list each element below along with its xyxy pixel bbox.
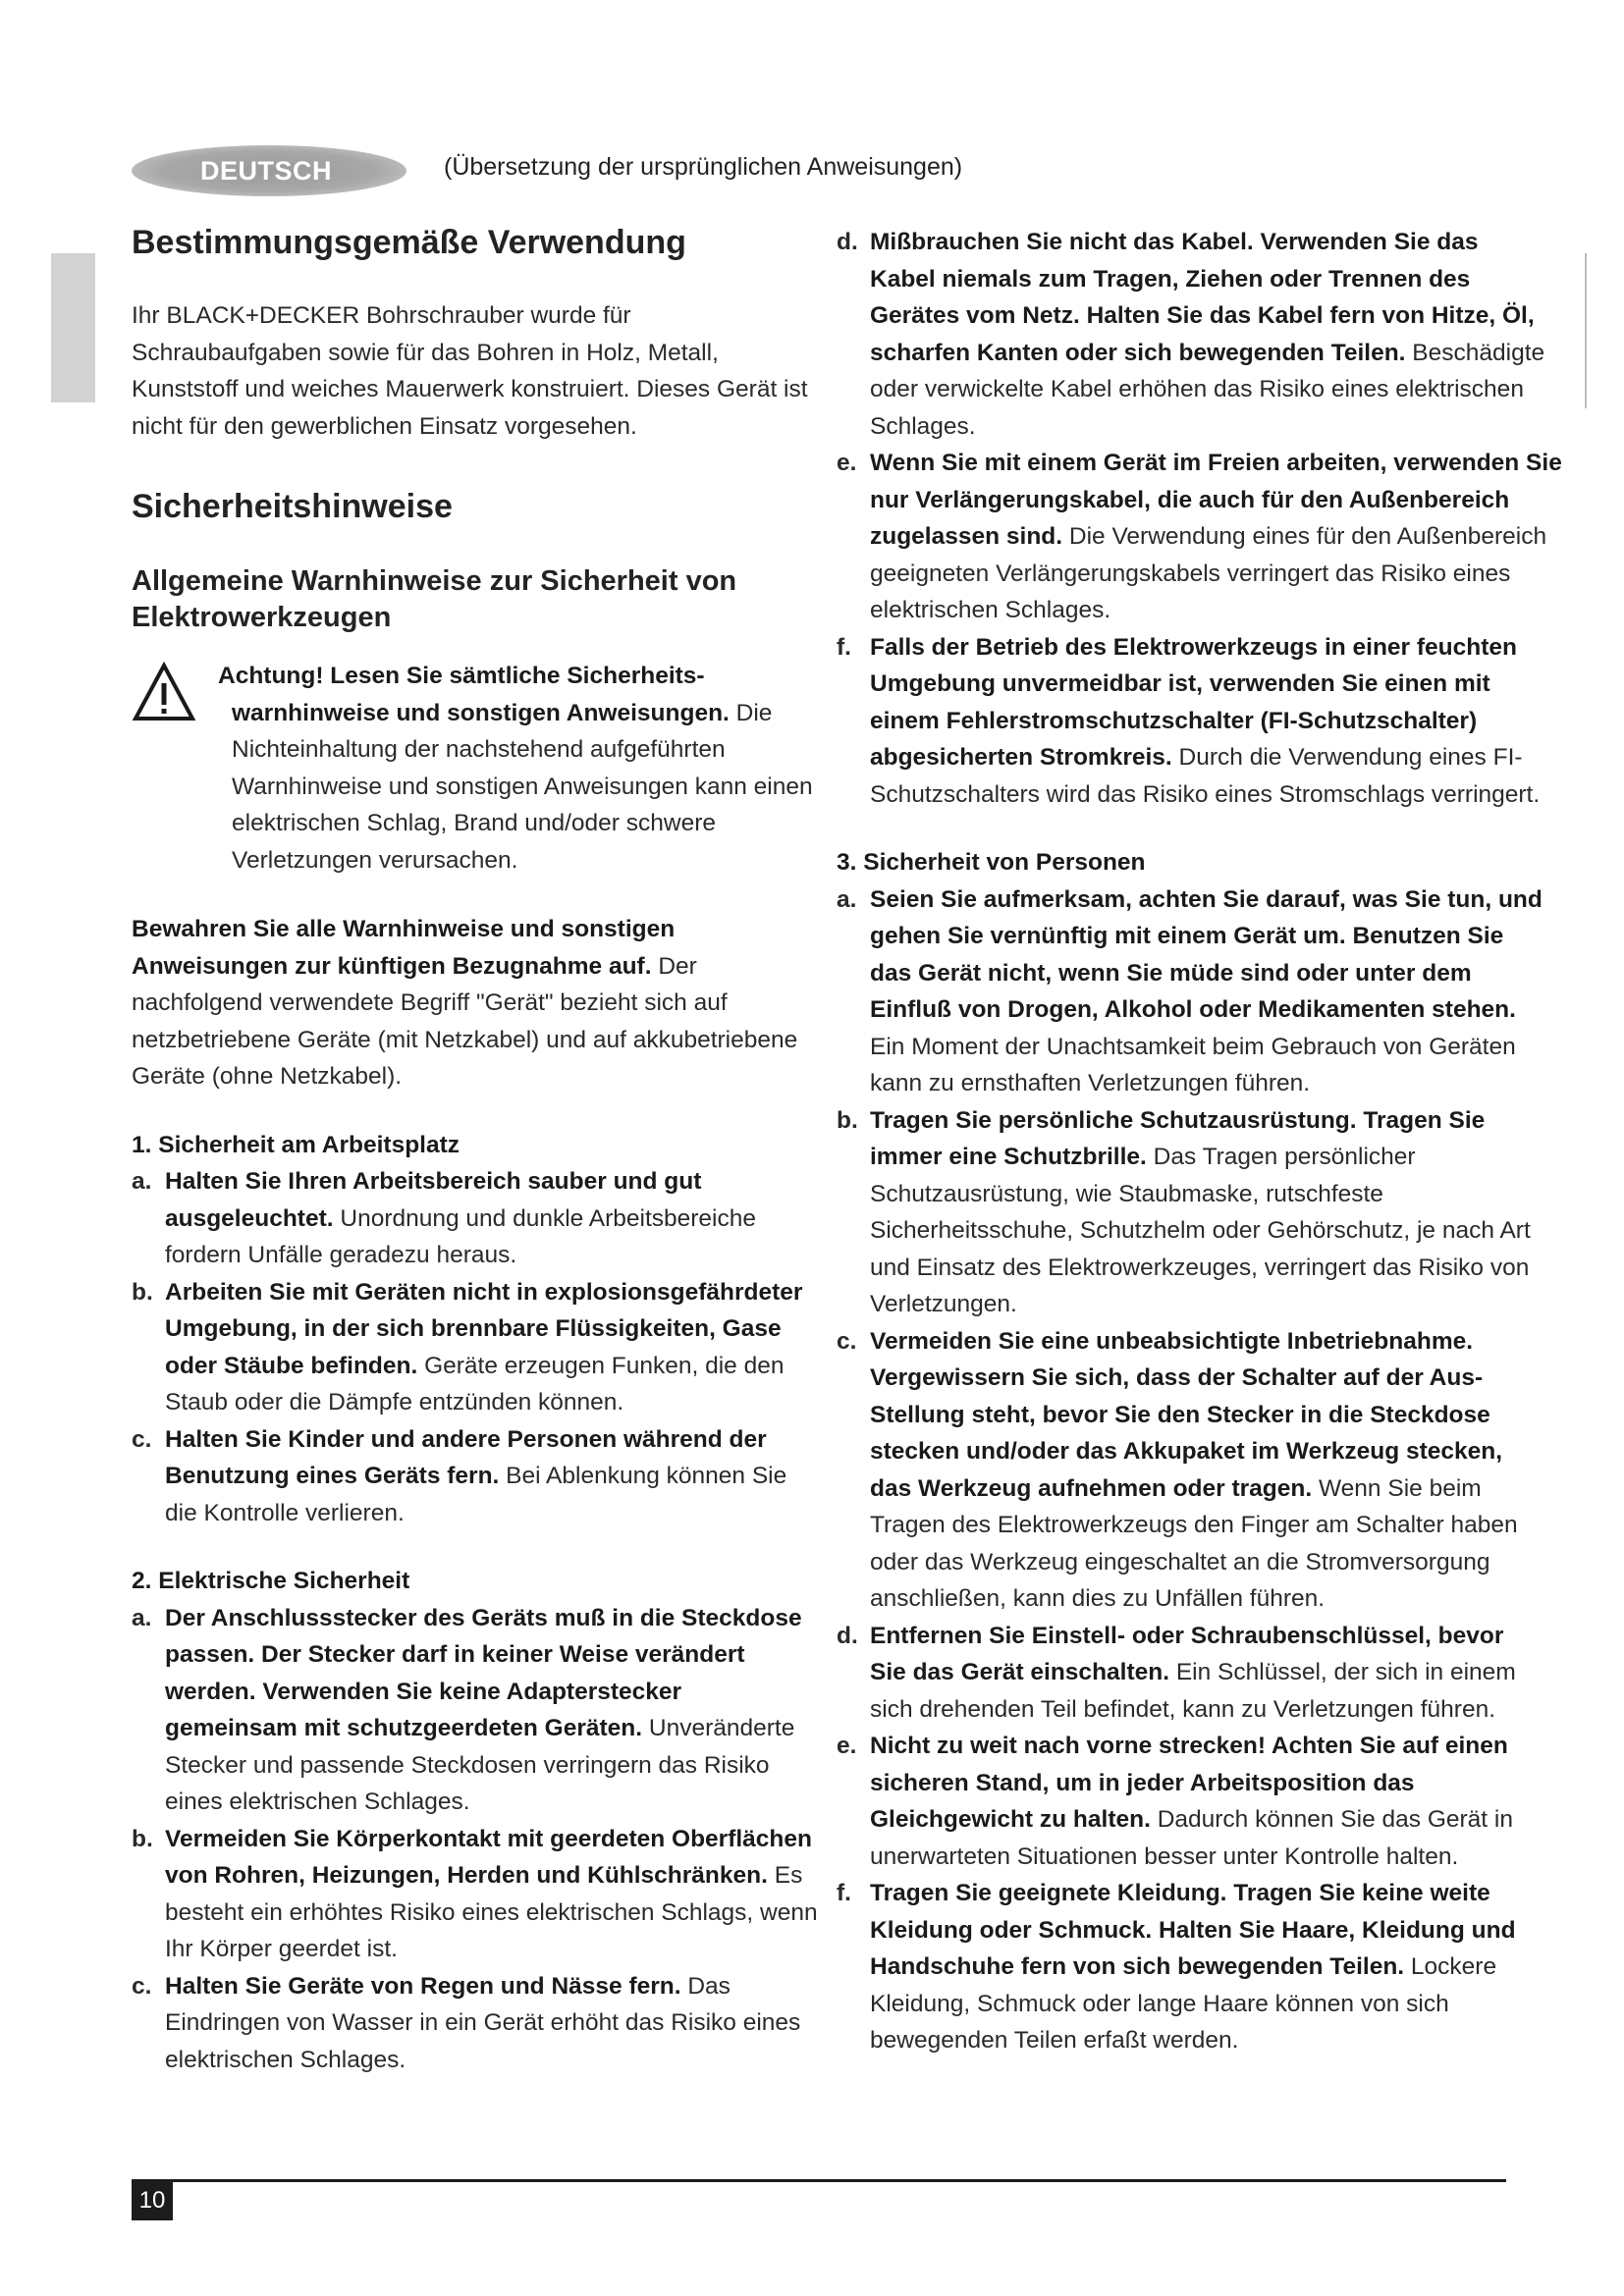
language-label: DEUTSCH xyxy=(199,155,332,186)
warning-text xyxy=(218,658,819,879)
list-item: e. Wenn Sie mit einem Gerät im Freien arbeiten, verwenden Sie nur Verlängerungskabel, die auch für den Außenbereich zugelassen sind. Die Verwendung eines für den Außenbereich geeigneten Verlängerungskabels verringert das Risiko eines elektrischen Schlages. xyxy=(837,450,1562,623)
list-item: a. Halten Sie Ihren Arbeitsbereich sauber und gut ausgeleuchtet. Unordnung und dunkle Arbeitsbereiche fordern Unfälle geradezu heraus. xyxy=(132,1168,756,1268)
list-item: a. Seien Sie aufmerksam, achten Sie darauf, was Sie tun, und gehen Sie vernünftig mit einem Gerät um. Benutzen Sie das Gerät nicht, wenn Sie müde sind oder unter dem Einfluß von Drogen, Alkohol oder Medikamenten stehen. Ein Moment der Unachtsamkeit beim Gebrauch von Geräten kann zu ernsthaften Verletzungen führen. xyxy=(837,885,1543,1096)
warning-rest: Die Nichteinhaltung der nachstehend aufgeführten Warnhinweise und sonstigen Anweisungen kann einen elektrischen Schlag, Brand und/oder schwere Verletzungen verursachen. xyxy=(232,699,813,874)
translation-note: (Übersetzung der ursprünglichen Anweisungen) xyxy=(444,153,963,181)
warning-block xyxy=(132,658,819,879)
list-item: b. Arbeiten Sie mit Geräten nicht in explosionsgefährdeter Umgebung, in der sich brennbare Flüssigkeiten, Gase oder Stäube befinden. Geräte erzeugen Funken, die den Staub oder die Dämpfe entzünden können. xyxy=(132,1278,803,1415)
warning-lead: Achtung! Lesen Sie sämtliche Sicherheits-warnhinweise und sonstigen Anweisungen. xyxy=(218,663,730,726)
safety-heading: Sicherheitshinweise xyxy=(132,488,453,525)
right-edge-marker xyxy=(1585,253,1587,408)
list-item: c. Halten Sie Kinder und andere Personen während der Benutzung eines Geräts fern. Bei Ablenkung können Sie die Kontrolle verlieren. xyxy=(132,1425,787,1526)
section-1-title: 1. Sicherheit am Arbeitsplatz xyxy=(132,1131,460,1158)
footer-rule xyxy=(132,2179,1506,2182)
keep-instructions xyxy=(132,911,819,1095)
list-item: f. Falls der Betrieb des Elektrowerkzeugs in einer feuchten Umgebung unvermeidbar ist, verwenden Sie einen mit einem Fehlerstromschutzschalter (FI-Schutzschalter) abgesicherten Stromkreis. Durch die Verwendung eines FI-Schutzschalters wird das Risiko eines Stromschlags verringert. xyxy=(837,633,1541,808)
keep-lead: Bewahren Sie alle Warnhinweise und sonstigen Anweisungen zur künftigen Bezugnahme auf. xyxy=(132,916,676,980)
section-2-title: 2. Elektrische Sicherheit xyxy=(132,1568,410,1594)
section-3-title: 3. Sicherheit von Personen xyxy=(837,849,1146,876)
list-item: c. Halten Sie Geräte von Regen und Nässe fern. Das Eindringen von Wasser in ein Gerät erhöht das Risiko eines elektrischen Schlages. xyxy=(132,1972,801,2073)
warning-triangle-icon xyxy=(132,658,218,879)
safety-subheading: Allgemeine Warnhinweise zur Sicherheit von Elektrowerkzeugen xyxy=(132,565,737,633)
list-item: b. Tragen Sie persönliche Schutzausrüstung. Tragen Sie immer eine Schutzbrille. Das Tragen persönlicher Schutzausrüstung, wie Staubmaske, rutschfeste Sicherheitsschuhe, Schutzhelm oder Gehörschutz, je nach Art und Einsatz des Elektrowerkzeuges, verringert das Risiko von Verletzungen. xyxy=(837,1106,1531,1317)
list-item: c. Vermeiden Sie eine unbeabsichtigte Inbetriebnahme. Vergewissern Sie sich, dass der Schalter auf der Aus-Stellung steht, bevor Sie den Stecker in die Steckdose stecken und/oder das Akkupaket im Werkzeug stecken, das Werkzeug aufnehmen oder tragen. Wenn Sie beim Tragen des Elektrowerkzeugs den Finger am Schalter haben oder das Werkzeug eingeschaltet an die Stromversorgung anschließen, kann dies zu Unfällen führen. xyxy=(837,1327,1518,1612)
intended-use-text: Ihr BLACK+DECKER Bohrschrauber wurde für Schraubaufgaben sowie für das Bohren in Holz, Metall, Kunststoff und weiches Mauerwerk konstruiert. Dieses Gerät ist nicht für den gewerblichen Einsatz vorgesehen. xyxy=(132,302,808,440)
list-item: e. Nicht zu weit nach vorne strecken! Achten Sie auf einen sicheren Stand, um in jeder Arbeitsposition das Gleichgewicht zu halten. Dadurch können Sie das Gerät in unerwarteten Situationen besser unter Kontrolle halten. xyxy=(837,1733,1513,1870)
intended-use-heading: Bestimmungsgemäße Verwendung xyxy=(132,224,686,261)
side-tab-marker xyxy=(51,253,95,402)
keep-rest: Der nachfolgend verwendete Begriff "Gerät" bezieht sich auf netzbetriebene Geräte (mit Netzkabel) und auf akkubetriebene Geräte (ohne Netzkabel). xyxy=(132,952,798,1090)
list-item: d. Mißbrauchen Sie nicht das Kabel. Verwenden Sie das Kabel niemals zum Tragen, Ziehen oder Trennen des Gerätes vom Netz. Halten Sie das Kabel fern von Hitze, Öl, scharfen Kanten oder sich bewegenden Teilen. Beschädigte oder verwickelte Kabel erhöhen das Risiko eines elektrischen Schlages. xyxy=(837,229,1545,440)
language-badge xyxy=(132,145,406,196)
left-column xyxy=(132,224,819,2078)
page-number: 10 xyxy=(132,2181,173,2220)
list-item: d. Entfernen Sie Einstell- oder Schraubenschlüssel, bevor Sie das Gerät einschalten. Ein Schlüssel, der sich in einem sich drehenden Teil befindet, kann zu Verletzungen führen. xyxy=(837,1622,1516,1723)
list-item: f. Tragen Sie geeignete Kleidung. Tragen Sie keine weite Kleidung oder Schmuck. Halten Sie Haare, Kleidung und Handschuhe fern von sich bewegenden Teilen. Lockere Kleidung, Schmuck oder lange Haare können von sich bewegenden Teilen erfaßt werden. xyxy=(837,1880,1516,2054)
list-item: a. Der Anschlussstecker des Geräts muß in die Steckdose passen. Der Stecker darf in keiner Weise verändert werden. Verwenden Sie keine Adapterstecker gemeinsam mit schutzgeerdeten Geräten. Unveränderte Stecker und passende Steckdosen verringern das Risiko eines elektrischen Schlages. xyxy=(132,1604,802,1815)
right-column xyxy=(837,224,1562,2059)
list-item: b. Vermeiden Sie Körperkontakt mit geerdeten Oberflächen von Rohren, Heizungen, Herden und Kühlschränken. Es besteht ein erhöhtes Risiko eines elektrischen Schlags, wenn Ihr Körper geerdet ist. xyxy=(132,1825,818,1962)
